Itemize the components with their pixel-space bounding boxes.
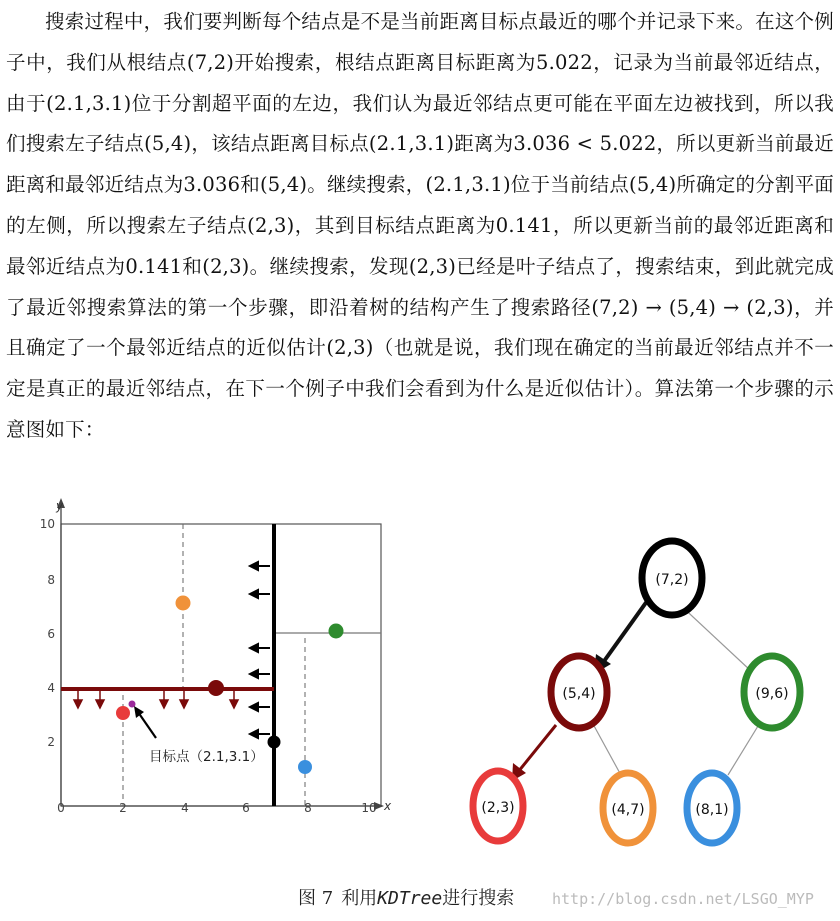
- x-tick: 8: [304, 801, 312, 815]
- point-9-6: [329, 624, 344, 639]
- caption-suffix: 进行搜索: [442, 888, 515, 909]
- search-edge: [518, 725, 556, 772]
- x-tick: 0: [57, 801, 65, 815]
- x-tick: 2: [119, 801, 127, 815]
- caption-label: 图 7: [298, 888, 334, 909]
- point-2-3: [116, 706, 130, 720]
- tree-node-right: [744, 656, 800, 728]
- kd-partition-plot: [28, 494, 408, 869]
- tree-node-left-left: [473, 771, 523, 841]
- svg-text:(9,6): (9,6): [755, 686, 789, 702]
- x-tick: 6: [242, 801, 250, 815]
- svg-text:(4,7): (4,7): [611, 802, 645, 818]
- svg-text:(7,2): (7,2): [655, 572, 689, 588]
- y-tick: 6: [47, 627, 55, 641]
- target-label: 目标点（2.1,3.1）: [149, 749, 264, 765]
- y-tick: 10: [39, 517, 55, 531]
- watermark: http://blog.csdn.net/LSGO_MYP: [552, 890, 814, 908]
- y-axis-label: y: [56, 499, 64, 513]
- y-tick: 2: [47, 735, 55, 749]
- caption-italic: KDTree: [377, 888, 443, 909]
- tree-node-right-left: [687, 773, 737, 843]
- svg-text:(8,1): (8,1): [695, 802, 729, 818]
- x-tick: 4: [181, 801, 189, 815]
- y-tick: 4: [47, 681, 55, 695]
- kd-tree-diagram: [462, 518, 824, 858]
- svg-text:(5,4): (5,4): [562, 686, 596, 702]
- tree-node-left: [551, 656, 607, 728]
- point-5-4: [208, 680, 224, 696]
- y-tick: 8: [47, 573, 55, 587]
- x-tick: 10: [361, 801, 377, 815]
- tree-node-left-right: [603, 773, 653, 843]
- tree-node-root: [642, 541, 702, 615]
- point-8-1: [298, 760, 312, 774]
- svg-text:(2,3): (2,3): [481, 800, 515, 816]
- point-4-7: [176, 596, 191, 611]
- point-7-2: [268, 736, 281, 749]
- target-pointer-head: [134, 706, 144, 718]
- target-pointer: [138, 712, 156, 738]
- figure-caption: [298, 884, 514, 910]
- x-axis-label: x: [384, 799, 392, 813]
- caption-prefix: 利用: [341, 888, 378, 909]
- body-paragraph: 搜索过程中，我们要判断每个结点是不是当前距离目标点最近的哪个并记录下来。在这个例子中，我们从根结点(7,2)开始搜索，根结点距离目标距离为5.022，记录为当前最邻近结点，由于(2.1,3.1)位于分割超平面的左边，我们认为最近邻结点更可能在平面左边被找到，所以我们搜索左子结点(5,4)，该结点距离目标点(2.1,3.1)距离为3.036 < 5.022，所以更新当前最近距离和最邻近结点为3.036和(5,4)。继续搜索，(2.1,3.1)位于当前结点(5,4)所确定的分割平面的左侧，所以搜索左子结点(2,3)，其到目标结点距离为0.141，所以更新当前的最邻近距离和最邻近结点为0.141和(2,3)。继续搜索，发现(2,3)已经是叶子结点了，搜索结束，到此就完成了最近邻搜索算法的第一个步骤，即沿着树的结构产生了搜索路径(7,2) → (5,4) → (2,3)，并且确定了一个最邻近结点的近似估计(2,3)（也就是说，我们现在确定的当前最近邻结点并不一定是真正的最近邻结点，在下一个例子中我们会看到为什么是近似估计）。算法第一个步骤的示意图如下：: [6, 10, 834, 441]
